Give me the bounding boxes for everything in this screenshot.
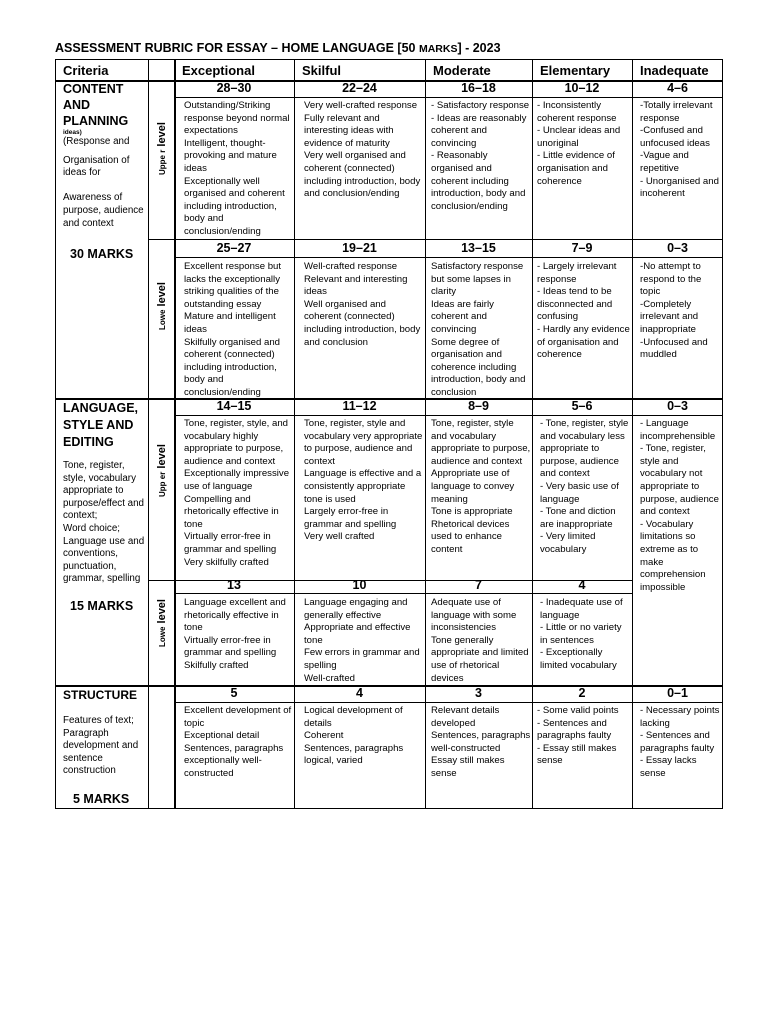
score-cell: 2: [578, 686, 586, 700]
descriptor-cell: Excellent development of topic Exceptional detail Sentences, paragraphs exceptionally well-constructed: [184, 705, 292, 779]
descriptor-cell: Tone, register, style and vocabulary appropriate to purpose, audience and context Appropriate use of language to convey meaning Tone is appropriate Rhetorical devices used to enhance content: [431, 418, 531, 555]
score-cell: 7–9: [571, 241, 593, 255]
descriptor-cell: -No attempt to respond to the topic -Completely irrelevant and inappropriate -Unfocused and muddled: [640, 261, 708, 361]
header-exceptional: Exceptional: [182, 63, 255, 78]
score-cell: 4: [578, 579, 586, 592]
score-cell: 0–3: [667, 399, 688, 413]
criteria-title: STRUCTURE: [63, 688, 137, 702]
criteria-marks: 30 MARKS: [70, 247, 134, 262]
lower-level-label: Lowe level: [156, 599, 168, 647]
score-cell: 5–6: [571, 399, 593, 413]
score-cell: 4–6: [667, 81, 688, 95]
descriptor-cell: - Inadequate use of language - Little or no variety in sentences - Exceptionally limited vocabulary: [540, 597, 623, 671]
score-cell: 0–1: [667, 686, 688, 700]
score-cell: 14–15: [216, 399, 252, 413]
criteria-content-planning: CONTENT AND PLANNING ideas) (Response and Organisation of ideas for Awareness of purpose, audience and context 30 MARKS: [63, 81, 147, 397]
criteria-description: Tone, register, style, vocabulary appropriate to purpose/effect and context; Word choice; Language use and conventions, punctuation, grammar, spelling: [63, 460, 145, 585]
descriptor-cell: -Totally irrelevant response -Confused and unfocused ideas -Vague and repetitive - Unorganised and incoherent: [640, 100, 719, 200]
score-cell: 11–12: [342, 399, 377, 413]
descriptor-cell: - Necessary points lacking - Sentences and paragraphs faulty - Essay lacks sense: [640, 705, 720, 779]
descriptor-cell: Adequate use of language with some inconsistencies Tone generally appropriate and limited use of rhetorical devices: [431, 597, 529, 684]
header-inadequate: Inadequate: [640, 63, 709, 78]
descriptor-cell: - Tone, register, style and vocabulary less appropriate to purpose, audience and context - Very basic use of language - Tone and diction are inappropriate - Very limited vocabulary: [540, 418, 629, 555]
descriptor-cell: - Some valid points - Sentences and paragraphs faulty - Essay still makes sense: [537, 705, 619, 767]
rubric-title: ASSESSMENT RUBRIC FOR ESSAY – HOME LANGUAGE [50 MARKS] - 2023: [55, 41, 501, 55]
criteria-language-style: [63, 400, 147, 684]
score-cell: 19–21: [342, 241, 377, 255]
score-cell: 28–30: [216, 81, 252, 95]
header-criteria: Criteria: [63, 63, 109, 78]
score-cell: 13: [227, 579, 241, 592]
criteria-title: CONTENT AND PLANNING: [63, 82, 129, 128]
criteria-title: LANGUAGE, STYLE AND EDITING: [63, 401, 138, 449]
criteria-structure: [63, 687, 147, 808]
descriptor-cell: Satisfactory response but some lapses in clarity Ideas are fairly coherent and convincing Some degree of organisation and coherence including introduction, body and conclusion: [431, 261, 526, 398]
score-cell: 10: [352, 579, 367, 592]
upper-level-label: Uppe r level: [156, 122, 168, 175]
criteria-marks: 5 MARKS: [73, 791, 130, 806]
upper-level-label: Upp er level: [156, 444, 168, 497]
header-moderate: Moderate: [433, 63, 491, 78]
header-skilful: Skilful: [302, 63, 342, 78]
lower-level-label: Lowe level: [156, 282, 168, 330]
score-cell: 22–24: [342, 81, 377, 95]
score-cell: 5: [230, 686, 238, 700]
score-cell: 10–12: [564, 81, 600, 95]
descriptor-cell: Language engaging and generally effective Appropriate and effective tone Few errors in grammar and spelling Well-crafted: [304, 597, 420, 684]
score-cell: 7: [475, 579, 482, 592]
descriptor-cell: Logical development of details Coherent Sentences, paragraphs logical, varied: [304, 705, 404, 767]
descriptor-cell: Very well-crafted response Fully relevant and interesting ideas with evidence of maturity Very well organised and coherent (connected) including introduction, body and conclusion/ending: [304, 100, 421, 200]
header-elementary: Elementary: [540, 63, 611, 78]
descriptor-cell: Tone, register, style and vocabulary very appropriate to purpose, audience and context Language is effective and a consistently appropriate tone is used Largely error-free in grammar and spelling Very well crafted: [304, 418, 423, 543]
score-cell: 25–27: [216, 241, 252, 255]
descriptor-cell: Well-crafted response Relevant and interesting ideas Well organised and coherent (connected) including introduction, body and conclusion: [304, 261, 421, 348]
descriptor-cell: - Largely irrelevant response - Ideas tend to be disconnected and confusing - Hardly any evidence of organisation and coherence: [537, 261, 630, 361]
descriptor-cell: Outstanding/Striking response beyond normal expectations Intelligent, thought-provoking and mature ideas Exceptionally well organised and coherent including introduction, body and conclusion/ending: [184, 100, 290, 237]
descriptor-cell: Excellent response but lacks the exceptionally striking qualities of the outstanding essay Mature and intelligent ideas Skilfully organised and coherent (connected) including introduction, body and conclusion/ending: [184, 261, 282, 398]
criteria-description: Features of text; Paragraph development and sentence construction: [63, 715, 139, 777]
score-cell: 8–9: [468, 399, 489, 413]
score-cell: 13–15: [461, 241, 496, 255]
descriptor-cell: Relevant details developed Sentences, paragraphs well-constructed Essay still makes sense: [431, 705, 531, 779]
score-cell: 3: [475, 686, 482, 700]
score-cell: 4: [356, 686, 363, 700]
descriptor-cell: - Language incomprehensible - Tone, register, style and vocabulary not appropriate to purpose, audience and context - Vocabulary limitations so extreme as to make comprehension impossible: [640, 418, 719, 593]
score-cell: 16–18: [461, 81, 496, 95]
score-cell: 0–3: [667, 241, 688, 255]
descriptor-cell: Language excellent and rhetorically effective in tone Virtually error-free in grammar and spelling Skilfully crafted: [184, 597, 286, 671]
criteria-marks: 15 MARKS: [70, 598, 134, 613]
criteria-description: Organisation of ideas for Awareness of purpose, audience and context: [63, 154, 144, 229]
descriptor-cell: - Satisfactory response - Ideas are reasonably coherent and convincing - Reasonably organised and coherent including introduction, body and conclusion/ending: [431, 100, 530, 212]
descriptor-cell: Tone, register, style, and vocabulary highly appropriate to purpose, audience and context Exceptionally impressive use of language Compelling and rhetorically effective in tone Virtually error-free in grammar and spelling Very skilfully crafted: [184, 418, 290, 568]
descriptor-cell: - Inconsistently coherent response - Unclear ideas and unoriginal - Little evidence of organisation and coherence: [537, 100, 621, 187]
